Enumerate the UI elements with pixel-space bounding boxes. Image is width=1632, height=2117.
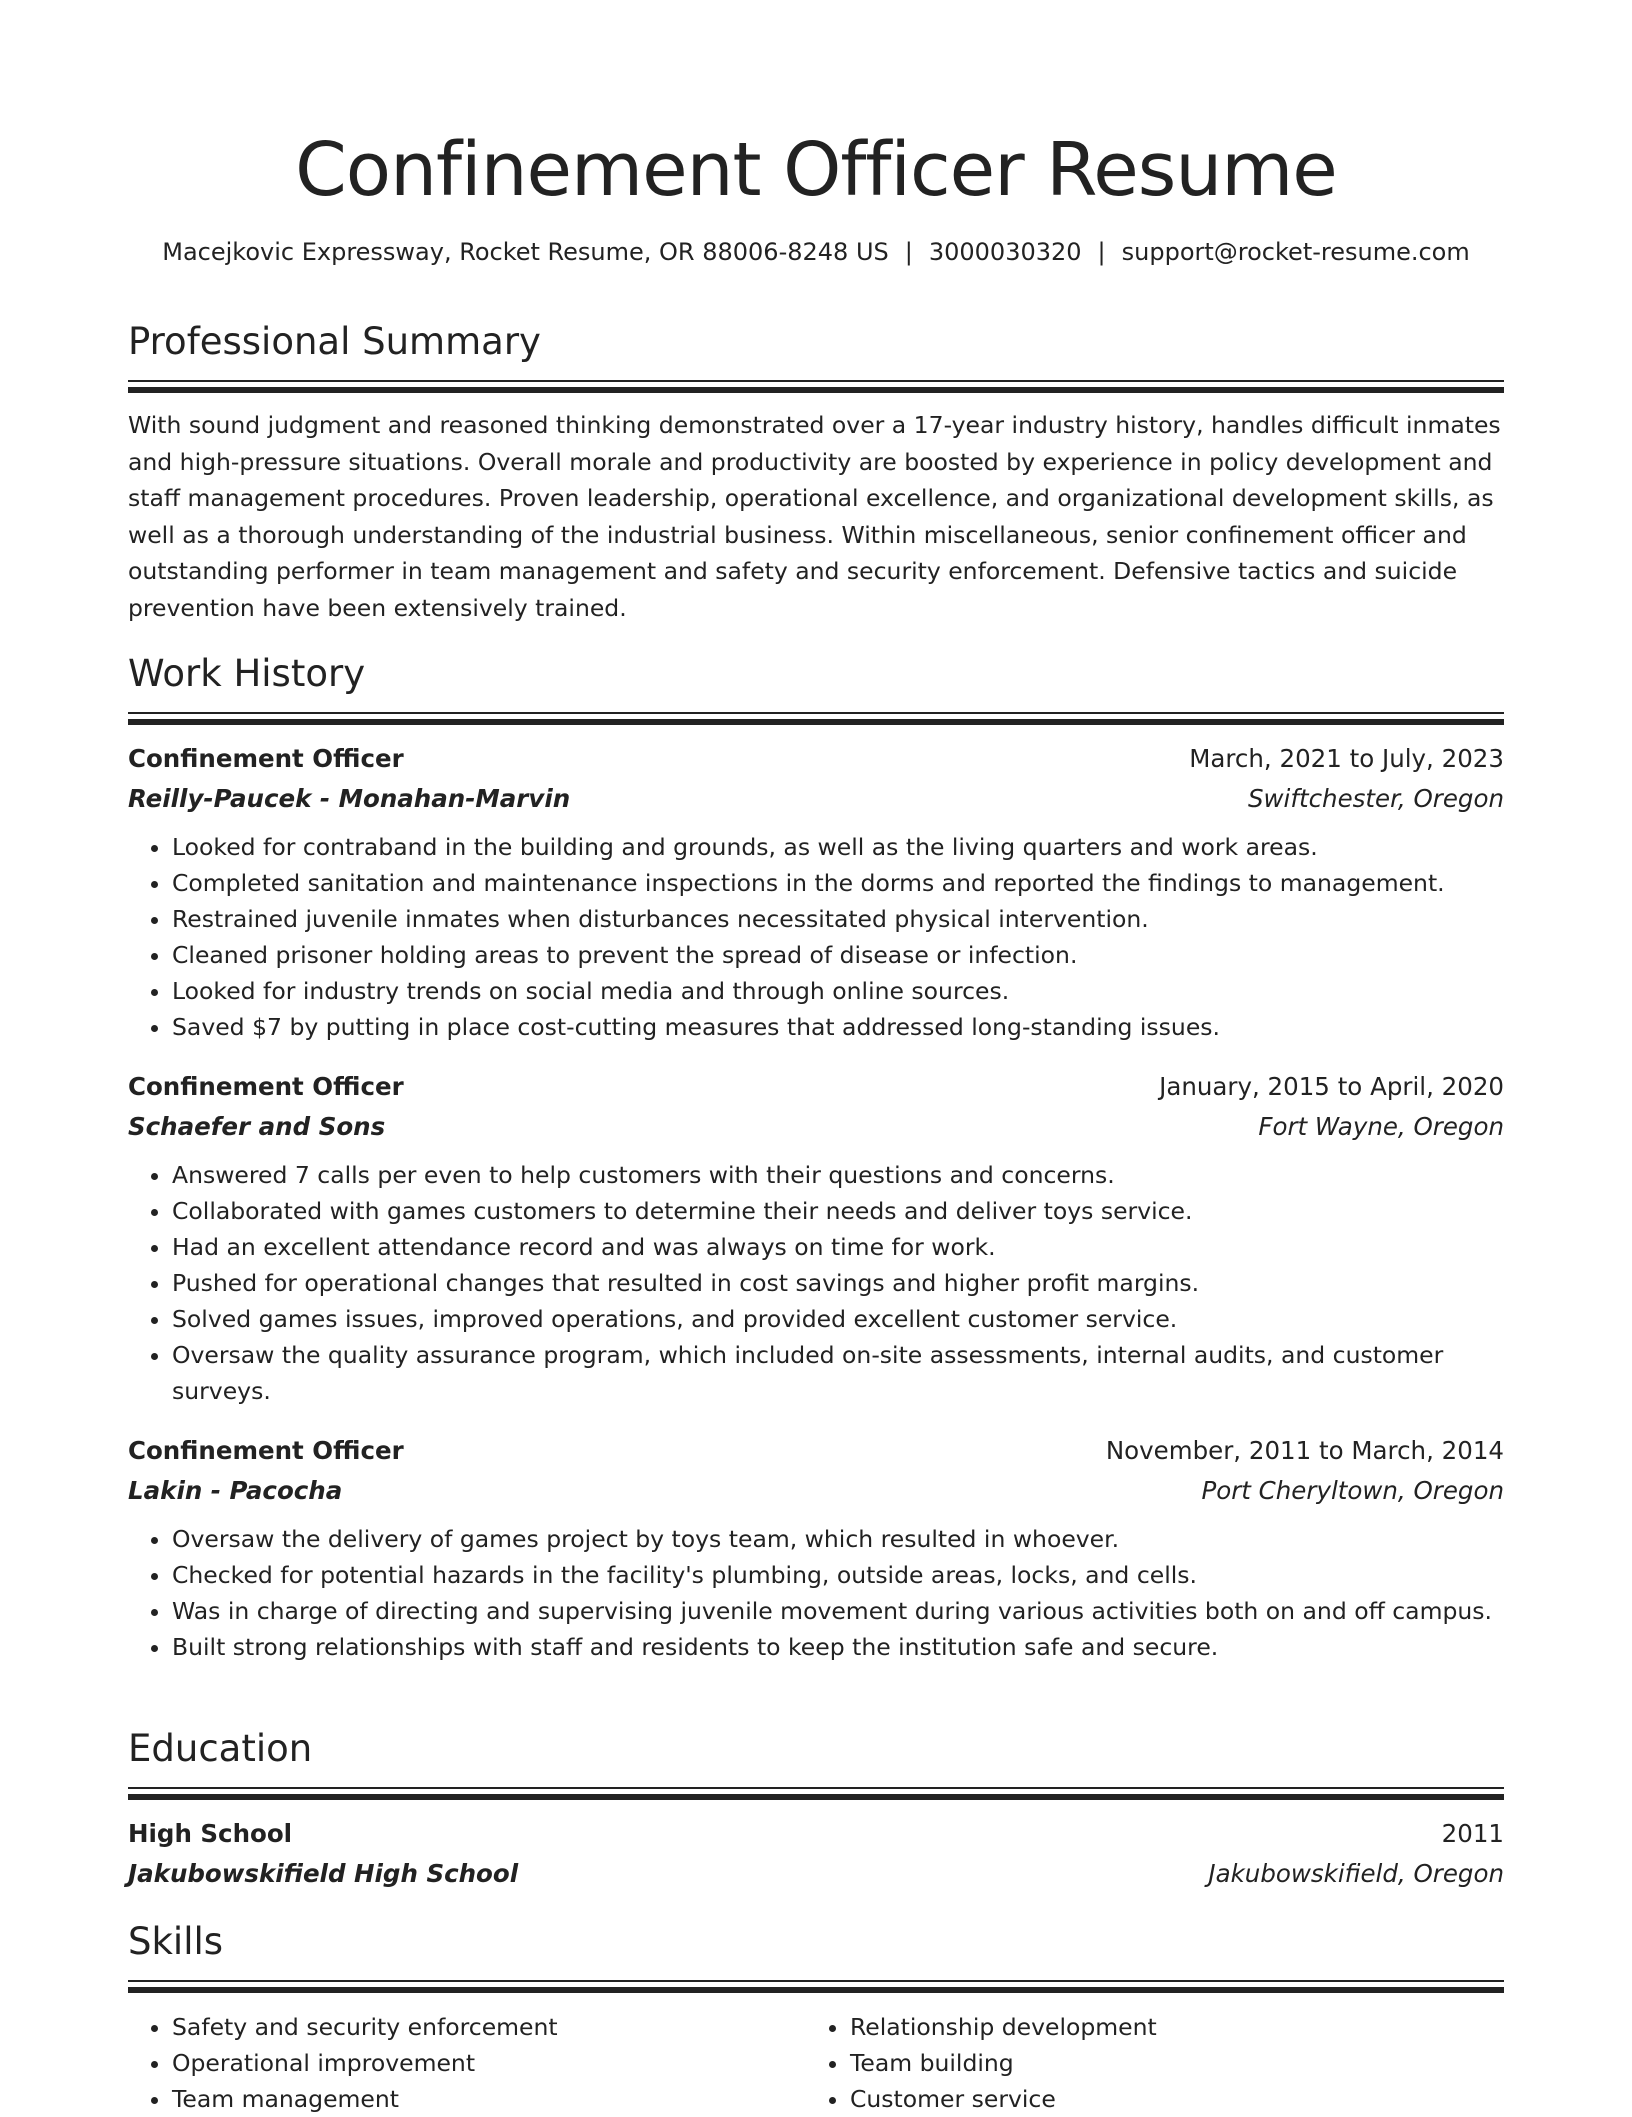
- job-dates: March, 2021 to July, 2023: [1189, 744, 1504, 773]
- education-location: Jakubowskifield, Oregon: [1208, 1859, 1504, 1888]
- summary-text: With sound judgment and reasoned thinking demonstrated over a 17-year industry history, handles difficult inmates and high-pressure situations. Overall morale and productivity are boosted by experience in policy development and staff management procedures. Proven leadership, operational excellence, and organizational development skills, as well as a thorough understanding of the industrial business. Within miscellaneous, senior confinement officer and outstanding performer in team management and safety and security enforcement. Defensive tactics and suicide prevention have been extensively trained.: [128, 411, 1501, 622]
- section-divider: [128, 712, 1504, 725]
- list-item: • Customer service: [850, 2081, 1484, 2117]
- section-divider: [128, 1787, 1504, 1800]
- education-heading: Education: [128, 1727, 313, 1770]
- list-item: • Team building: [850, 2045, 1484, 2081]
- job-role: Confinement Officer: [128, 744, 404, 773]
- list-item: • Safety and security enforcement: [172, 2009, 806, 2045]
- list-item: • Answered 7 calls per even to help customers with their questions and concerns.: [172, 1157, 1504, 1193]
- job-entry: [128, 739, 1504, 1045]
- page-title: Confinement Officer Resume: [295, 127, 1337, 213]
- contact-address: Macejkovic Expressway, Rocket Resume, OR 88006-8248 US: [162, 238, 889, 266]
- list-item: • Checked for potential hazards in the facility's plumbing, outside areas, locks, and cells.: [172, 1557, 1504, 1593]
- list-item: • Team management: [172, 2081, 806, 2117]
- education-year: 2011: [1441, 1819, 1504, 1848]
- skills-list-right: [806, 2009, 1484, 2117]
- list-item: • Oversaw the delivery of games project by toys team, which resulted in whoever.: [172, 1521, 1504, 1557]
- list-item: • Oversaw the quality assurance program, which included on-site assessments, internal audits, and customer surveys.: [172, 1337, 1504, 1409]
- list-item: • Had an excellent attendance record and was always on time for work.: [172, 1229, 1504, 1265]
- list-item: • Was in charge of directing and supervising juvenile movement during various activities both on and off campus.: [172, 1593, 1504, 1629]
- skills-section: [128, 1918, 1504, 2117]
- contact-separator: |: [1097, 238, 1106, 266]
- section-divider: [128, 1980, 1504, 1993]
- skills-columns: [128, 2009, 1504, 2117]
- job-bullets: [128, 829, 1504, 1045]
- list-item: • Collaborated with games customers to determine their needs and deliver toys service.: [172, 1193, 1504, 1229]
- job-bullets: [128, 1157, 1504, 1409]
- resume-page: [128, 0, 1504, 2113]
- list-item: • Solved games issues, improved operations, and provided excellent customer service.: [172, 1301, 1504, 1337]
- job-role: Confinement Officer: [128, 1436, 404, 1465]
- list-item: • Restrained juvenile inmates when disturbances necessitated physical intervention.: [172, 901, 1504, 937]
- job-company: Lakin - Pacocha: [128, 1476, 343, 1505]
- education-school: Jakubowskifield High School: [128, 1859, 519, 1888]
- list-item: • Saved $7 by putting in place cost-cutting measures that addressed long-standing issues.: [172, 1009, 1504, 1045]
- job-location: Swiftchester, Oregon: [1247, 784, 1504, 813]
- section-divider: [128, 380, 1504, 393]
- list-item: • Looked for contraband in the building and grounds, as well as the living quarters and work areas.: [172, 829, 1504, 865]
- job-entry: [128, 1431, 1504, 1665]
- contact-line: [128, 236, 1504, 268]
- job-role: Confinement Officer: [128, 1072, 404, 1101]
- job-company: Schaefer and Sons: [128, 1112, 386, 1141]
- list-item: • Completed sanitation and maintenance inspections in the dorms and reported the findings to management.: [172, 865, 1504, 901]
- job-entry: [128, 1067, 1504, 1409]
- education-degree: High School: [128, 1819, 293, 1848]
- list-item: • Pushed for operational changes that resulted in cost savings and higher profit margins.: [172, 1265, 1504, 1301]
- summary-heading: Professional Summary: [128, 320, 541, 363]
- list-item: • Built strong relationships with staff and residents to keep the institution safe and secure.: [172, 1629, 1504, 1665]
- job-dates: November, 2011 to March, 2014: [1105, 1436, 1504, 1465]
- list-item: • Cleaned prisoner holding areas to prevent the spread of disease or infection.: [172, 937, 1504, 973]
- contact-phone: 3000030320: [928, 238, 1082, 266]
- contact-email[interactable]: support@rocket-resume.com: [1121, 238, 1470, 266]
- job-company: Reilly-Paucek - Monahan-Marvin: [128, 784, 571, 813]
- work-history-section: [128, 650, 1504, 1665]
- contact-separator: |: [904, 238, 913, 266]
- job-location: Fort Wayne, Oregon: [1258, 1112, 1504, 1141]
- work-history-heading: Work History: [128, 652, 366, 695]
- list-item: • Operational improvement: [172, 2045, 806, 2081]
- education-section: [128, 1725, 1504, 1894]
- job-location: Port Cheryltown, Oregon: [1201, 1476, 1504, 1505]
- job-bullets: [128, 1521, 1504, 1665]
- education-entry: [128, 1814, 1504, 1894]
- summary-section: [128, 318, 1504, 626]
- list-item: • Looked for industry trends on social media and through online sources.: [172, 973, 1504, 1009]
- list-item: • Relationship development: [850, 2009, 1484, 2045]
- job-dates: January, 2015 to April, 2020: [1159, 1072, 1504, 1101]
- skills-heading: Skills: [128, 1920, 224, 1963]
- skills-list-left: [128, 2009, 806, 2117]
